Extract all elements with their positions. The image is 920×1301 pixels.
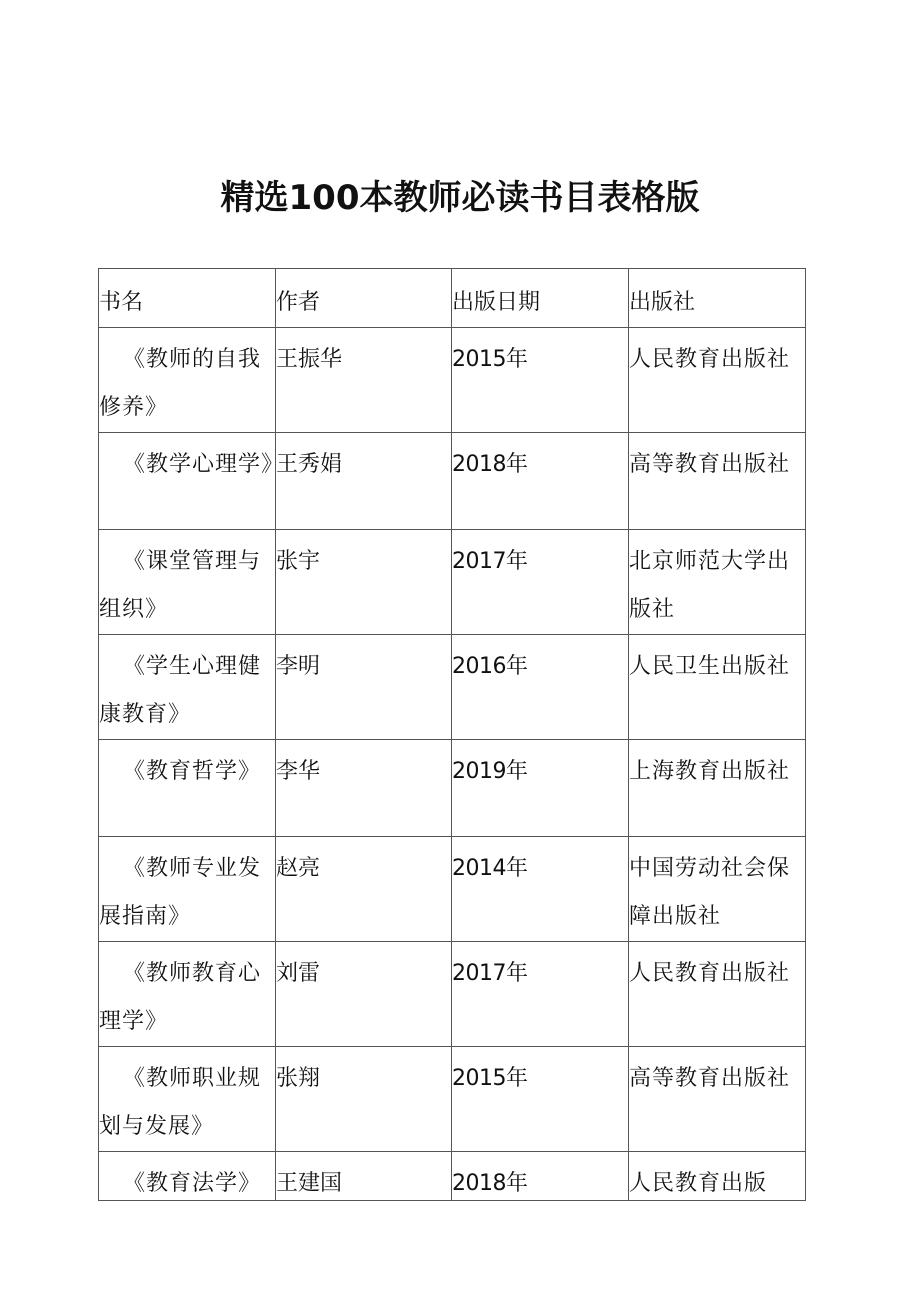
author-cell: 李华 [276,740,452,837]
book-list-table [98,268,806,1201]
author-cell: 张翔 [276,1047,452,1152]
book-title-cell: 《学生心理健康教育》 [99,635,276,740]
table-row [99,328,806,433]
book-title-cell: 《教学心理学》 [99,433,276,530]
author-cell: 张宇 [276,530,452,635]
publisher-cell: 北京师范大学出版社 [629,530,806,635]
publish-date-cell: 2015年 [452,328,629,433]
author-cell: 王秀娟 [276,433,452,530]
publisher-cell: 人民教育出版 [629,1152,806,1201]
book-title-cell: 《教师的自我修养》 [99,328,276,433]
publisher-cell: 高等教育出版社 [629,1047,806,1152]
author-cell: 刘雷 [276,942,452,1047]
book-title-cell: 《教师教育心理学》 [99,942,276,1047]
table-row [99,1152,806,1201]
book-title-cell: 《教师职业规划与发展》 [99,1047,276,1152]
author-cell: 王建国 [276,1152,452,1201]
table-row [99,837,806,942]
publish-date-cell: 2018年 [452,1152,629,1201]
book-title-cell: 《教育法学》 [99,1152,276,1201]
publisher-cell: 人民教育出版社 [629,942,806,1047]
book-title-cell: 《课堂管理与组织》 [99,530,276,635]
column-header-author: 作者 [276,269,452,328]
publish-date-cell: 2017年 [452,530,629,635]
publisher-cell: 高等教育出版社 [629,433,806,530]
table-row [99,740,806,837]
table-row [99,635,806,740]
table-row [99,1047,806,1152]
table-header-row [99,269,806,328]
publisher-cell: 人民教育出版社 [629,328,806,433]
document-title: 精选100本教师必读书目表格版 [220,178,700,218]
column-header-date: 出版日期 [452,269,629,328]
publish-date-cell: 2019年 [452,740,629,837]
publisher-cell: 中国劳动社会保障出版社 [629,837,806,942]
table-row [99,433,806,530]
book-title-cell: 《教师专业发展指南》 [99,837,276,942]
publisher-cell: 上海教育出版社 [629,740,806,837]
publisher-cell: 人民卫生出版社 [629,635,806,740]
table-row [99,530,806,635]
column-header-book: 书名 [99,269,276,328]
table-row [99,942,806,1047]
publish-date-cell: 2018年 [452,433,629,530]
book-title-cell: 《教育哲学》 [99,740,276,837]
publish-date-cell: 2016年 [452,635,629,740]
publish-date-cell: 2014年 [452,837,629,942]
author-cell: 王振华 [276,328,452,433]
author-cell: 李明 [276,635,452,740]
column-header-publisher: 出版社 [629,269,806,328]
publish-date-cell: 2015年 [452,1047,629,1152]
publish-date-cell: 2017年 [452,942,629,1047]
author-cell: 赵亮 [276,837,452,942]
